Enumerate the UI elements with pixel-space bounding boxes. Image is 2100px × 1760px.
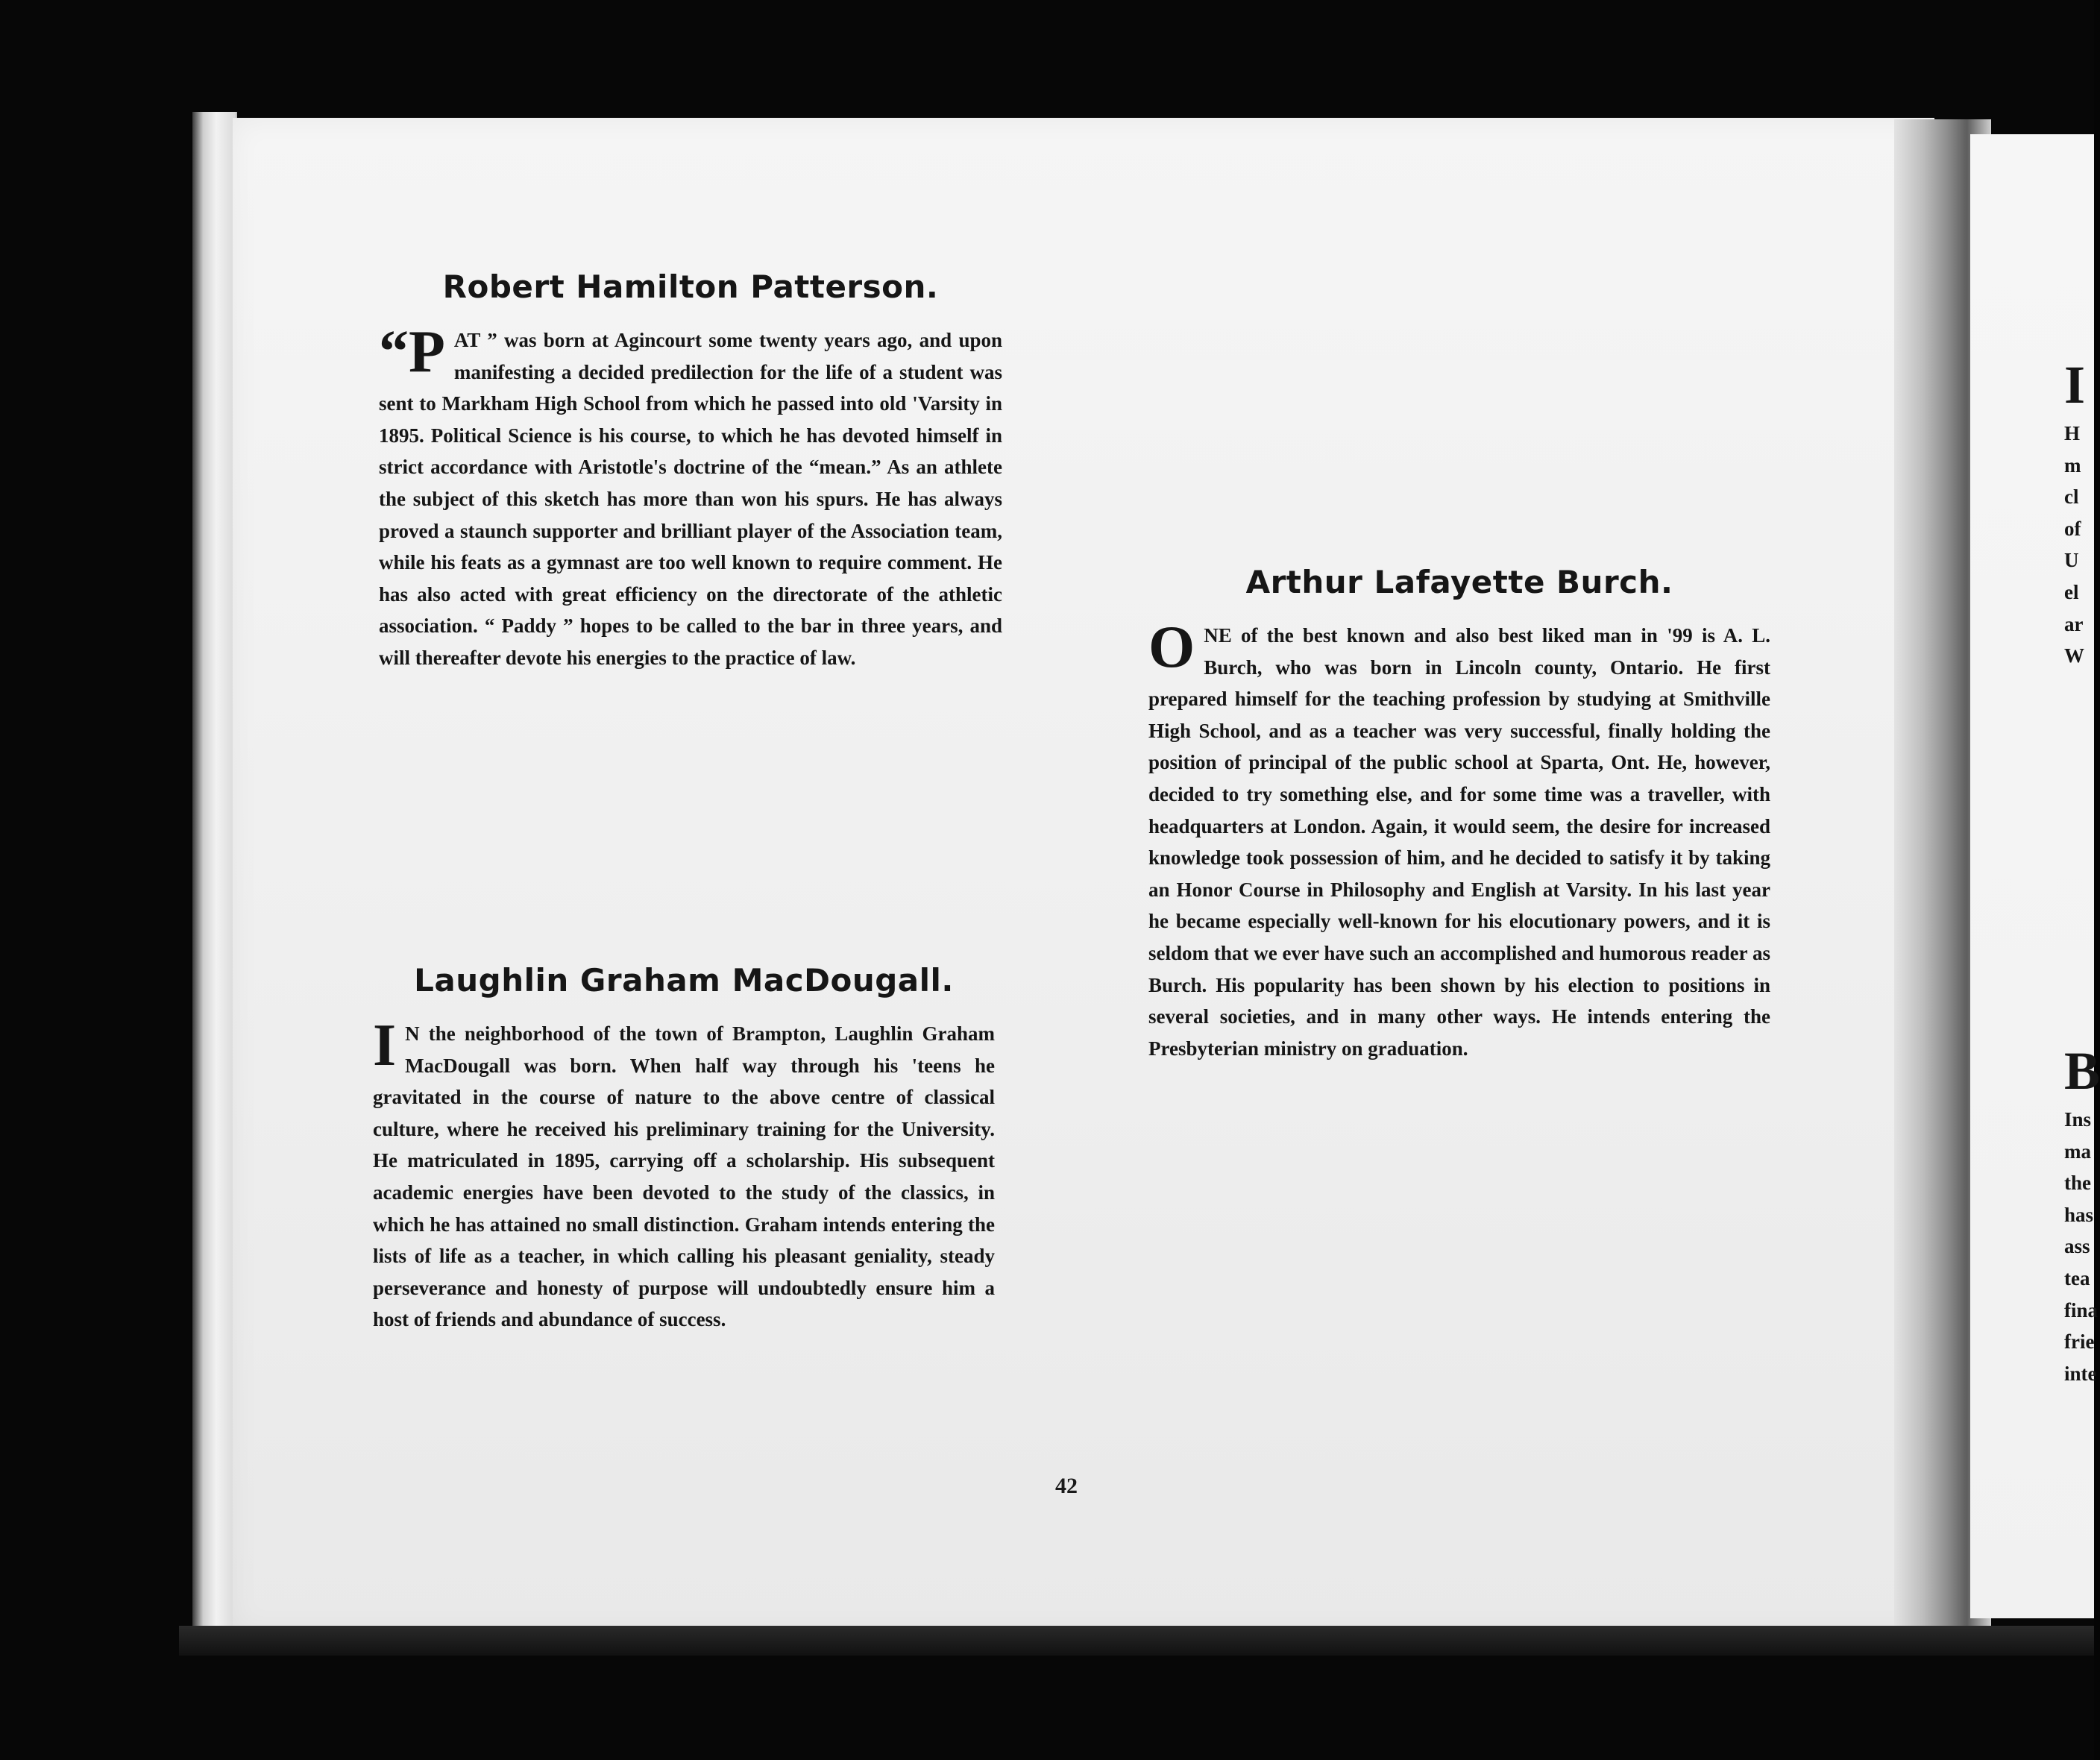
fragment-cap: B [2064,1041,2100,1101]
fragment-line: U [2064,549,2079,572]
fragment-line: tea [2064,1266,2090,1289]
fragment-line: Ins [2064,1108,2092,1131]
section-title: Laughlin Graham MacDougall. [414,962,954,999]
section-burch [1148,564,1770,1064]
right-page-fragment-upper [2064,355,2094,672]
fragment-line: inte [2064,1362,2097,1385]
section-text: N the neighborhood of the town of Brampton, Laughlin Graham MacDougall was born. When half way through his 'teens he gravitated in the course of nature to the above centre of classical culture, where he received his preliminary training for the University. He matriculated in 1895, carrying off a scholarship. His subsequent academic energies have been devoted to the study of the classics, in which he has attained no small distinction. Graham intends entering the lists of life as a teacher, in which calling his pleasant geniality, steady perseverance and honesty of purpose will undoubtedly ensure him a host of friends and abundance of success. [373,1022,995,1331]
fragment-line: W [2064,644,2084,667]
fragment-line: fina [2064,1298,2099,1321]
drop-cap: “P [379,319,445,385]
drop-cap: I [373,1013,397,1078]
fragment-line: el [2064,580,2079,603]
fragment-line: ass [2064,1235,2090,1258]
section-body [379,319,1002,674]
fragment-line: m [2064,453,2081,477]
right-page-fragment-lower [2064,1041,2100,1389]
fragment-line: frie [2064,1330,2095,1354]
page-edge [192,112,237,1641]
section-macdougall [373,962,995,1336]
fragment-line: H [2064,422,2081,444]
fragment-line: of [2064,517,2081,540]
section-title: Arthur Lafayette Burch. [1245,564,1673,600]
page-bottom-shadow [179,1626,2094,1656]
fragment-line: ar [2064,612,2084,635]
section-title: Robert Hamilton Patterson. [442,268,939,305]
fragment-line: ma [2064,1140,2091,1163]
section-patterson [379,268,1002,674]
fragment-line: has [2064,1203,2094,1226]
section-text: NE of the best known and also best liked man in '99 is A. L. Burch, who was born in Lincoln county, Ontario. He first prepared himself for the teaching profession by studying at Smithville High School, and as a teacher was very successful, finally holding the position of principal of the public school at Sparta, Ont. He, however, decided to try something else, and for some time was a traveller, with headquarters at London. Again, it would seem, the desire for increased knowledge took possession of him, and he decided to satisfy it by taking an Honor Course in Philosophy and English at Varsity. In his last year he became especially well-known for his elocutionary powers, and it is seldom that we ever have such an accomplished and humorous reader as Burch. His popularity has been shown by his election to positions in several societies, and in many other ways. He intends entering the Presbyterian ministry on graduation. [1148,624,1770,1060]
section-body [373,1013,995,1336]
fragment-line: the [2064,1172,2091,1195]
section-body [1148,615,1770,1064]
fragment-line: cl [2064,485,2079,509]
section-text: AT ” was born at Agincourt some twenty years ago, and upon manifesting a decided predilection for the life of a student was sent to Markham High School from which he passed into old 'Varsity in 1895. Political Science is his course, to which he has devoted himself in strict accordance with Aristotle's doctrine of the “mean.” As an athlete the subject of this sketch has more than won his spurs. He has always proved a staunch supporter and brilliant player of the Association team, while his feats as a gymnast are too well known to require comment. He has also acted with great efficiency on the directorate of the athletic association. “ Paddy ” hopes to be called to the bar in three years, and will thereafter devote his energies to the practice of law. [379,329,1002,669]
page-number: 42 [1055,1474,1078,1498]
fragment-cap: I [2064,355,2086,415]
drop-cap: O [1148,615,1195,680]
